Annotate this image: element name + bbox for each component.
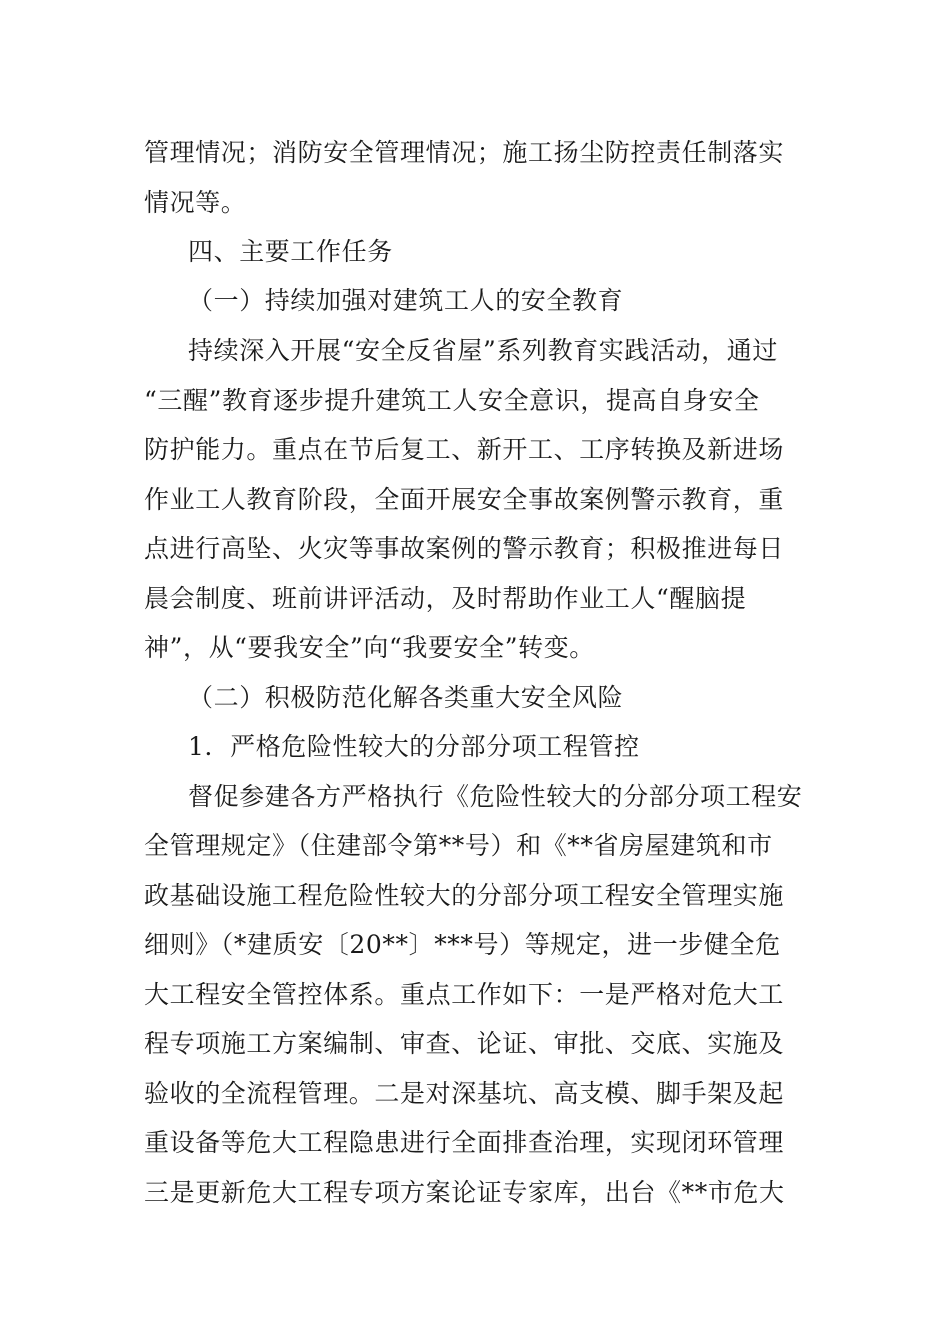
body-text-line: 管理情况；消防安全管理情况；施工扬尘防控责任制落实 xyxy=(144,138,785,167)
body-text-line: 点进行高坠、火灾等事故案例的警示教育；积极推进每日 xyxy=(144,534,785,563)
body-text-line: 神”，从“要我安全”向“我要安全”转变。 xyxy=(144,633,595,662)
body-text-line: 验收的全流程管理。二是对深基坑、高支模、脚手架及起 xyxy=(144,1079,785,1108)
body-text-line: 大工程安全管控体系。重点工作如下：一是严格对危大工 xyxy=(144,980,785,1009)
body-text-line: 情况等。 xyxy=(144,188,247,217)
section-heading: 四、主要工作任务 xyxy=(188,237,393,266)
paragraph-first-line: 督促参建各方严格执行《危险性较大的分部分项工程安 xyxy=(188,782,803,811)
body-text-line: 三是更新危大工程专项方案论证专家库，出台《**市危大 xyxy=(144,1178,785,1207)
item-heading: 1．严格危险性较大的分部分项工程管控 xyxy=(188,732,640,761)
subsection-heading: （一）持续加强对建筑工人的安全教育 xyxy=(188,286,624,315)
body-text-line: 防护能力。重点在节后复工、新开工、工序转换及新进场 xyxy=(144,435,785,464)
body-text-line: 政基础设施工程危险性较大的分部分项工程安全管理实施 xyxy=(144,881,785,910)
body-text-line: 全管理规定》（住建部令第**号）和《**省房屋建筑和市 xyxy=(144,831,773,860)
body-text-line: 作业工人教育阶段，全面开展安全事故案例警示教育，重 xyxy=(144,485,785,514)
subsection-heading: （二）积极防范化解各类重大安全风险 xyxy=(188,683,624,712)
body-text-line: 晨会制度、班前讲评活动，及时帮助作业工人“醒脑提 xyxy=(144,584,747,613)
body-text-line: 细则》（*建质安〔20**〕***号）等规定，进一步健全危 xyxy=(144,930,781,959)
body-text-line: 重设备等危大工程隐患进行全面排查治理，实现闭环管理 xyxy=(144,1128,785,1157)
body-text-line: “三醒”教育逐步提升建筑工人安全意识，提高自身安全 xyxy=(144,386,760,415)
body-text-line: 程专项施工方案编制、审查、论证、审批、交底、实施及 xyxy=(144,1029,785,1058)
paragraph-first-line: 持续深入开展“安全反省屋”系列教育实践活动，通过 xyxy=(188,336,778,365)
